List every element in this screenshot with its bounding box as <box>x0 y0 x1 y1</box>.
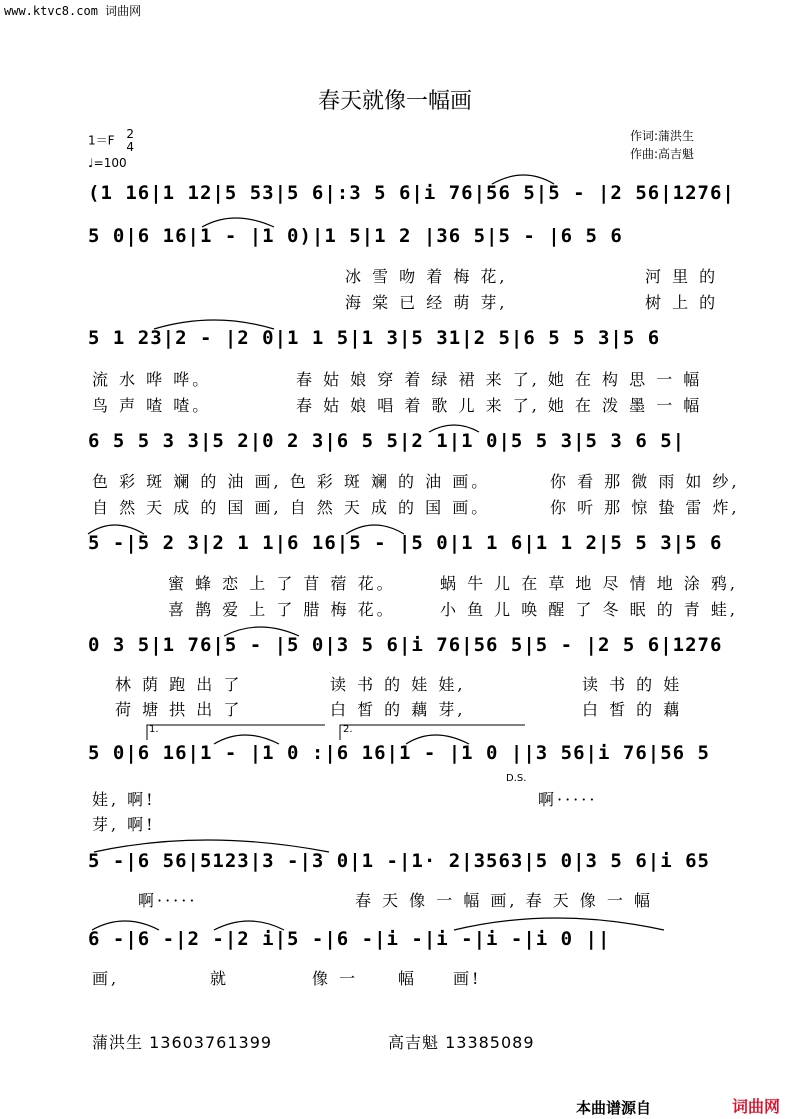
lyric-line-4a: 鸟 声 喳 喳。 <box>92 396 212 415</box>
ending-1-label: 1. <box>149 724 159 735</box>
lyric-line-8b: 小 鱼 儿 唤 醒 了 冬 眠 的 青 蛙, <box>440 600 738 619</box>
lyric-line-1b: 河 里 的 <box>645 267 719 286</box>
score-row-4 <box>84 428 734 458</box>
score-row-8-text: 5 -|6 56|5123|3 -|3 0|1 -|1· 2|3563|5 0|3 5 6|i 65 <box>88 850 710 872</box>
tempo-value: =100 <box>93 156 127 170</box>
lyric-line-9b: 读 书 的 娃 娃, <box>330 675 466 694</box>
lyric-line-14a: 画, <box>92 969 120 988</box>
lyric-line-7b: 蜗 牛 儿 在 草 地 尽 情 地 涂 鸦, <box>440 574 738 593</box>
key-label: 1＝F <box>88 133 115 148</box>
brand-logo-text[interactable]: 词曲网 <box>731 1097 780 1116</box>
lyric-line-7a: 蜜 蜂 恋 上 了 苜 蓿 花。 <box>168 574 396 593</box>
lyric-line-9c: 读 书 的 娃 <box>582 675 683 694</box>
source-note: 本曲谱源自 <box>576 1099 652 1117</box>
lyric-line-11b: 啊····· <box>538 790 598 809</box>
score-row-5 <box>84 530 734 560</box>
score-row-4-text: 6 5 5 3 3|5 2|0 2 3|6 5 5|2 1|1 0|5 5 3|5 3 6 5| <box>88 430 686 452</box>
lyric-line-12a: 芽, 啊! <box>92 815 156 834</box>
lyric-line-11a: 娃, 啊! <box>92 790 156 809</box>
lyricist-credit: 作词:蒲洪生 <box>630 129 695 143</box>
lyric-line-13a: 啊····· <box>138 891 198 910</box>
score-row-8 <box>84 848 734 878</box>
score-row-7-text: 5 0|6 16|1 - |1 0 :|6 16|1 - |1 0 ||3 56|i 76|56 5 <box>88 742 710 764</box>
score-row-2-text: 5 0|6 16|1 - |1 0)|1 5|1 2 |36 5|5 - |6 5 6 <box>88 225 623 247</box>
lyric-line-14e: 画! <box>453 969 482 988</box>
lyric-line-3b: 春 姑 娘 穿 着 绿 裙 来 了, 她 在 构 思 一 幅 <box>296 370 703 389</box>
ending-2-label: 2. <box>343 724 353 735</box>
lyric-line-10c: 白 皙 的 藕 <box>582 700 683 719</box>
time-top: 2 <box>126 127 135 141</box>
score-row-3-text: 5 1 23|2 - |2 0|1 1 5|1 3|5 31|2 5|6 5 5 3|5 6 <box>88 327 661 349</box>
lyric-line-5a: 色 彩 斑 斓 的 油 画, 色 彩 斑 斓 的 油 画。 <box>92 472 491 491</box>
lyric-line-6b: 你 听 那 惊 蛰 雷 炸, <box>550 498 740 517</box>
score-row-2 <box>84 223 734 253</box>
score-row-6 <box>84 632 734 662</box>
song-title: 春天就像一幅画 <box>317 89 472 114</box>
ds-marking: D.S. <box>506 773 527 784</box>
site-watermark: www.ktvc8.com 词曲网 <box>4 4 142 18</box>
lyric-line-1a: 冰 雪 吻 着 梅 花, <box>345 267 508 286</box>
lyric-line-3a: 流 水 哗 哗。 <box>92 370 212 389</box>
composer-credit: 作曲:高吉魁 <box>630 147 695 161</box>
score-row-1-text: (1 16|1 12|5 53|5 6|:3 5 6|i 76|56 5|5 - |2 56|1276| <box>88 182 735 204</box>
lyric-line-14c: 像 一 <box>312 969 359 988</box>
time-bottom: 4 <box>126 140 135 154</box>
lyric-line-4b: 春 姑 娘 唱 着 歌 儿 来 了, 她 在 泼 墨 一 幅 <box>296 396 703 415</box>
score-row-7 <box>84 740 734 770</box>
lyric-line-5b: 你 看 那 微 雨 如 纱, <box>550 472 740 491</box>
lyric-line-9a: 林 荫 跑 出 了 <box>115 675 243 694</box>
contact-lyricist: 蒲洪生 13603761399 <box>92 1033 273 1052</box>
quarter-note-icon: ♩ <box>88 156 94 170</box>
score-row-9-text: 6 -|6 -|2 -|2 i|5 -|6 -|i -|i -|i -|i 0 || <box>88 928 611 950</box>
lyric-line-13b: 春 天 像 一 幅 画, 春 天 像 一 幅 <box>355 891 653 910</box>
score-row-9 <box>84 926 734 956</box>
score-row-5-text: 5 -|5 2 3|2 1 1|6 16|5 - |5 0|1 1 6|1 1 2|5 5 3|5 6 <box>88 532 723 554</box>
contact-composer: 高吉魁 13385089 <box>388 1033 535 1052</box>
score-row-6-text: 0 3 5|1 76|5 - |5 0|3 5 6|i 76|56 5|5 - |2 5 6|1276 <box>88 634 723 656</box>
key-signature <box>88 128 134 154</box>
lyric-line-10b: 白 皙 的 藕 芽, <box>330 700 466 719</box>
lyric-line-14d: 幅 <box>398 969 418 988</box>
time-signature <box>126 128 134 154</box>
lyric-line-2b: 树 上 的 <box>645 293 719 312</box>
lyric-line-10a: 荷 塘 拱 出 了 <box>115 700 243 719</box>
score-row-1 <box>84 180 734 210</box>
lyric-line-14b: 就 <box>210 969 230 988</box>
score-row-3 <box>84 325 734 355</box>
lyric-line-8a: 喜 鹊 爱 上 了 腊 梅 花。 <box>168 600 396 619</box>
lyric-line-2a: 海 棠 已 经 萌 芽, <box>345 293 508 312</box>
lyric-line-6a: 自 然 天 成 的 国 画, 自 然 天 成 的 国 画。 <box>92 498 491 517</box>
